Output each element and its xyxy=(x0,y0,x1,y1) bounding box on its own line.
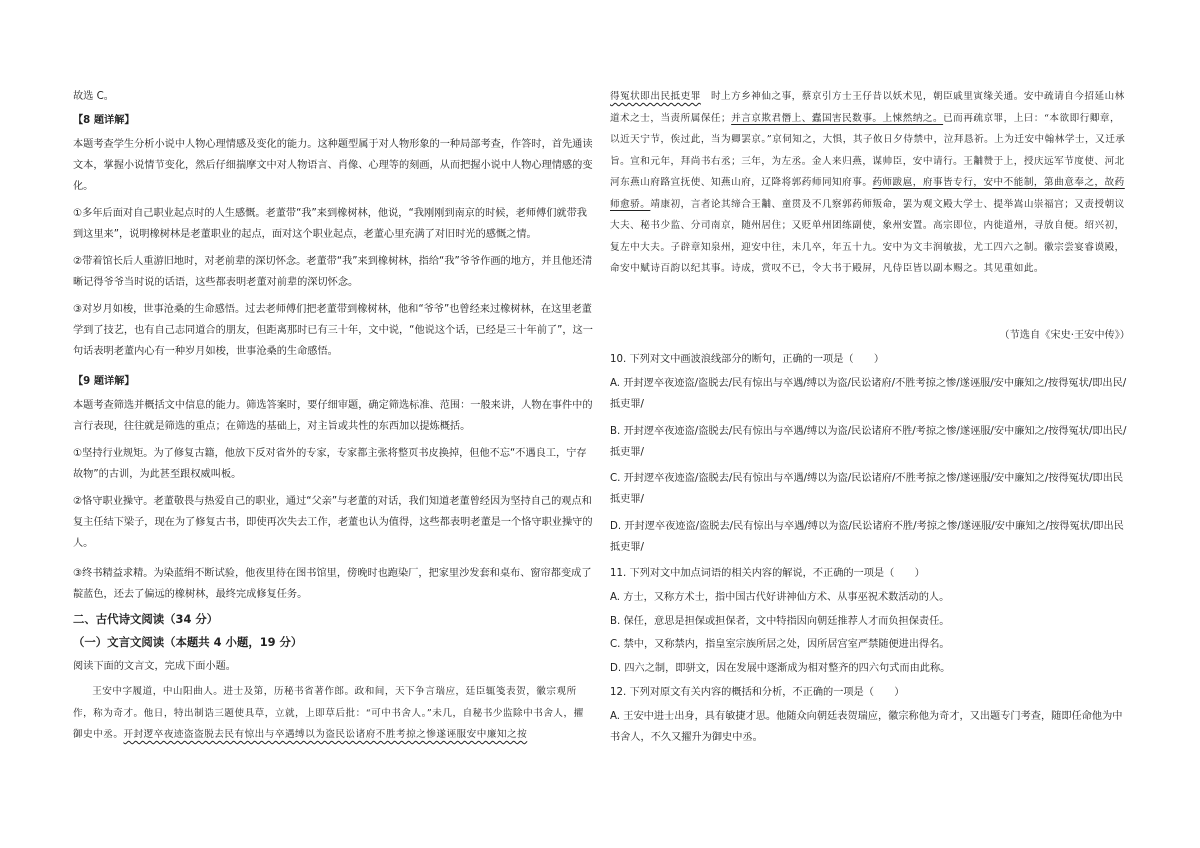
underlined-sentence-1: 并言京欺君僭上、蠹国害民数事。上悚然纳之。 xyxy=(731,112,944,124)
subsection-heading: （一）文言文阅读（本题共 4 小题，19 分） xyxy=(73,635,303,649)
ancient-text-start: 王安中字履道，中山阳曲人。进士及第，历秘书省著作郎。政和间，天下争言瑞应，廷臣辄笺表贺，徽宗观所作，称为奇才。他日，特出制诰三题使具草，立就，上即草后批：“可中书舍人。”未几，自秘书少监除中书舍人，擢御史中丞。开封逻卒夜迹盗盗脱去民有惊出与卒遇缚以为盗民讼诸府不胜考掠之惨遂诬服安中廉知之按 xyxy=(73,686,584,740)
q8-title: 【8 题详解】 xyxy=(73,115,135,126)
q11-stem: 11. 下列对文中加点词语的相关内容的解说，不正确的一项是（ ） xyxy=(610,568,925,579)
q10-option-b: B. 开封逻卒夜迹盗/盗脱去/民有惊出与卒遇/缚以为盗/民讼诸府不胜/考掠之惨/遂诬服/安中廉知之/按得冤状/即出民/抵吏罪/ xyxy=(610,426,1127,458)
q10-option-a: A. 开封逻卒夜迹盗/盗脱去/民有惊出与卒遇/缚以为盗/民讼诸府/不胜考掠之惨/遂诬服/安中廉知之/按得冤状/即出民/抵吏罪/ xyxy=(610,378,1127,410)
q9-analysis: 本题考查筛选并概括文中信息的能力。筛选答案时，要仔细审题，确定筛选标准、范围：一般来讲，人物在事件中的言行表现，往往就是筛选的重点；在筛选的基础上，对主旨或共性的东西加以提炼概括。 xyxy=(73,400,593,432)
q8-point-2: ②带着馆长后人重游旧地时，对老前辈的深切怀念。老董带“我”来到橡树林，指给“我”爷爷作画的地方，并且他还清晰记得爷爷当时说的话语，这些都表明老董对前辈的深切怀念。 xyxy=(73,256,593,288)
wavy-underlined-text-cont: 得冤状即出民抵吏罪 xyxy=(610,91,701,102)
q11-option-c: C. 禁中，又称禁内，指皇室宗族所居之处，因所居宫室严禁随便进出得名。 xyxy=(610,639,950,650)
q8-analysis: 本题考查学生分析小说中人物心理情感及变化的能力。这种题型属于对人物形象的一种局部考查，作答时，首先通读文本，掌握小说情节变化，然后仔细揣摩文中对人物语言、肖像、心理等的刻画，从而把握小说中人物心理情感的变化。 xyxy=(73,139,593,192)
ancient-text-continued: 得冤状即出民抵吏罪 时上方乡神仙之事，蔡京引方士王仔昔以妖术见，朝臣戚里寅缘关通。安中疏请自今招延山林道术之士，当责所属保任；并言京欺君僭上、蠹国害民数事。上悚然纳之。已而再疏京罪，上曰：“本欲即行卿章，以近天宁节，俟过此，当为卿罢京。”京伺知之，大惧，其子攸日夕侍禁中，泣拜恳祈。上为迁安中翰林学士，又迁承旨。宣和元年，拜尚书右丞；三年，为左丞。金人来归燕，谋帅臣，安中请行。王黼赞于上，授庆远军节度使、河北河东燕山府路宣抚使、知燕山府，辽降将郭药师同知府事。药师跋扈，府事皆专行，安中不能制，第曲意奉之，故药师愈骄。靖康初，言者论其缔合王黼、童贯及不几察郭药师叛命，罢为观文殿大学士、提举嵩山崇福宫；又责授朝议大夫、秘书少监、分司南京，随州居住；又贬单州团练副使，象州安置。高宗即位，内徙道州，寻放自便。绍兴初，复左中大夫。子辟章知泉州，迎安中往，未几卒，年五十九。安中为文丰润敏拔，尤工四六之制。徽宗尝宴睿谟殿，命安中赋诗百韵以纪其事。诗成，赏叹不已，令大书于殿屏，凡侍臣皆以副本赐之。其见重如此。 xyxy=(610,91,1126,274)
q8-point-1: ①多年后面对自己职业起点时的人生感慨。老董带“我”来到橡树林，他说，“我刚刚到南京的时候，老师傅们就带我到这里来”，说明橡树林是老董职业的起点，面对这个职业起点，老董心里充满了对旧时光的感慨之情。 xyxy=(73,208,587,240)
q9-point-3: ③终书精益求精。为染蓝绢不断试验，他夜里待在图书馆里，傍晚时也跑染厂，把家里沙发套和桌布、窗帘都变成了靛蓝色，还去了偏远的橡树林，最终完成修复任务。 xyxy=(73,568,592,600)
q11-option-d: D. 四六之制，即骈文，因在发展中逐渐成为相对整齐的四六句式而由此称。 xyxy=(610,663,951,674)
q8-point-3: ③对岁月如梭，世事沧桑的生命感悟。过去老师傅们把老董带到橡树林，他和“爷爷”也曾经来过橡树林，在这里老董学到了技艺，也有自己志同道合的朋友，但距离那时已有三十年，文中说，“他说这个话，已经是三十年前了”，这一句话表明老董内心有一种岁月如梭，世事沧桑的生命感悟。 xyxy=(73,304,593,357)
q10-option-c: C. 开封逻卒夜迹盗/盗脱去/民有惊出与卒遇/缚以为盗/民讼诸府/不胜考掠之惨/遂诬服/安中廉知之/按得冤状/即出民抵吏罪/ xyxy=(610,473,1124,505)
answer-line: 故选 C。 xyxy=(73,91,114,102)
q11-option-a: A. 方士，又称方术士，指中国古代好讲神仙方术、从事巫祝术数活动的人。 xyxy=(610,592,950,603)
source-note: （节选自《宋史·王安中传》） xyxy=(999,330,1130,341)
q12-option-a: A. 王安中进士出身，具有敏捷才思。他随众向朝廷表贺瑞应，徽宗称他为奇才，又出题专门考查，随即任命他为中书舍人，不久又擢升为御史中丞。 xyxy=(610,711,1123,743)
q10-option-d: D. 开封逻卒夜迹盗/盗脱去/民有惊出与卒遇/缚以为盗/民讼诸府不胜/考掠之惨/遂诬服/安中廉知之/按得冤状/即出民抵吏罪/ xyxy=(610,521,1124,553)
q10-stem: 10. 下列对文中画波浪线部分的断句，正确的一项是（ ） xyxy=(610,354,885,365)
underlined-sentence-2: 药师跋扈，府事皆专行，安中不能制，第曲意奉之，故药师愈骄。 xyxy=(610,177,1125,210)
instruction: 阅读下面的文言文，完成下面小题。 xyxy=(73,661,236,672)
q12-stem: 12. 下列对原文有关内容的概括和分析，不正确的一项是（ ） xyxy=(610,687,905,698)
wavy-underlined-text: 开封逻卒夜迹盗盗脱去民有惊出与卒遇缚以为盗民讼诸府不胜考掠之惨遂诬服安中廉知之按 xyxy=(123,729,528,740)
q9-title: 【9 题详解】 xyxy=(73,376,135,387)
q9-point-2: ②恪守职业操守。老董敬畏与热爱自己的职业，通过“父亲”与老董的对话，我们知道老董曾经因为坚持自己的观点和复主任结下梁子，现在为了修复古书，即使再次失去工作，老董也认为值得，这些都表明老董是一个恪守职业操守的人。 xyxy=(73,496,593,549)
q9-point-1: ①坚持行业规矩。为了修复古籍，他放下反对省外的专家，专家都主张将整页书皮换掉，但他不忘“不遇良工，宁存故物”的古训，为此甚至跟权威叫板。 xyxy=(73,448,587,480)
q11-option-b: B. 保任，意思是担保或担保者，文中特指因向朝廷推荐人才而负担保责任。 xyxy=(610,616,950,627)
section-2-heading: 二、古代诗文阅读（34 分） xyxy=(73,612,219,626)
